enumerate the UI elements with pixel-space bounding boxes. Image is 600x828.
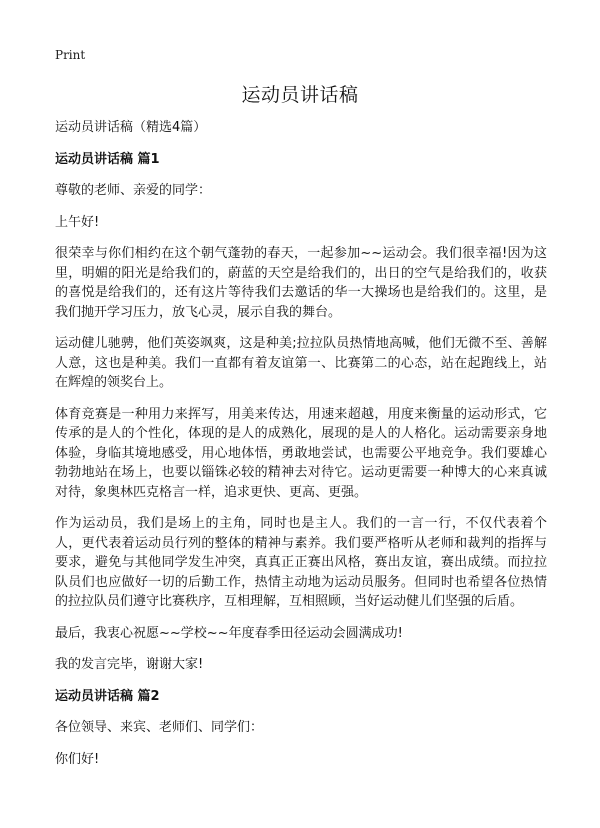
salutation-paragraph: 上午好! [55, 214, 100, 230]
body-paragraph: 最后，我衷心祝愿~~学校~~年度春季田径运动会圆满成功! [55, 625, 403, 641]
greeting-paragraph: 尊敬的老师、亲爱的同学： [55, 183, 212, 198]
document-body [55, 118, 547, 781]
body-paragraph: 很荣幸与你们相约在这个朝气蓬勃的春天，一起参加~~运动会。我们很幸福!因为这里，明媚的阳光是给我们的，蔚蓝的天空是给我们的，出日的空气是给我们的，收获的喜悦是给我们的，还有这片等待我们去邀话的华一大操场也是给我们的。这里，是我们抛开学习压力，放飞心灵，展示自我的舞台。 [55, 246, 547, 320]
section-heading-1: 运动员讲话稿 篇1 [55, 151, 160, 167]
page-title: 运动员讲话稿 [241, 84, 359, 106]
body-paragraph: 体育竞赛是一种用力来挥写，用美来传达，用速来超越，用度来衡量的运动形式，它传承的是人的个性化，体现的是人的成熟化，展现的是人的人格化。运动需要亲身地体验，身临其境地感受，用心地体悟，勇敢地尝试，也需要公平地竞争。我们要雄心勃勃地站在场上，也要以锱铢必较的精神去对待它。运动更需要一种博大的心来真诚对待，象奥林匹克格言一样，追求更快、更高、更强。 [55, 406, 547, 500]
closing-paragraph: 我的发言完毕，谢谢大家! [55, 657, 204, 672]
greeting-paragraph: 各位领导、来宾、老师们、同学们： [55, 720, 264, 735]
document-subtitle: 运动员讲话稿（精选4篇） [55, 120, 207, 135]
print-link[interactable]: Print [55, 48, 86, 62]
section-heading-2: 运动员讲话稿 篇2 [55, 688, 160, 704]
body-paragraph: 运动健儿驰骋，他们英姿飒爽，这是种美;拉拉队员热情地高喊，他们无微不至、善解人意，这也是种美。我们一直都有着友谊第一、比赛第二的心态，站在起跑线上，站在辉煌的领奖台上。 [55, 336, 547, 390]
body-paragraph: 作为运动员，我们是场上的主角，同时也是主人。我们的一言一行，不仅代表着个人，更代表着运动员行列的整体的精神与素养。我们要严格听从老师和裁判的指挥与要求，避免与其他同学发生冲突，真真正正赛出风格，赛出友谊，赛出成绩。而拉拉队员们也应做好一切的后勤工作，热情主动地为运动员服务。但同时也希望各位热情的拉拉队员们遵守比赛秩序，互相理解，互相照顾，当好运动健儿们坚强的后盾。 [55, 516, 547, 609]
salutation-paragraph: 你们好! [55, 751, 100, 767]
